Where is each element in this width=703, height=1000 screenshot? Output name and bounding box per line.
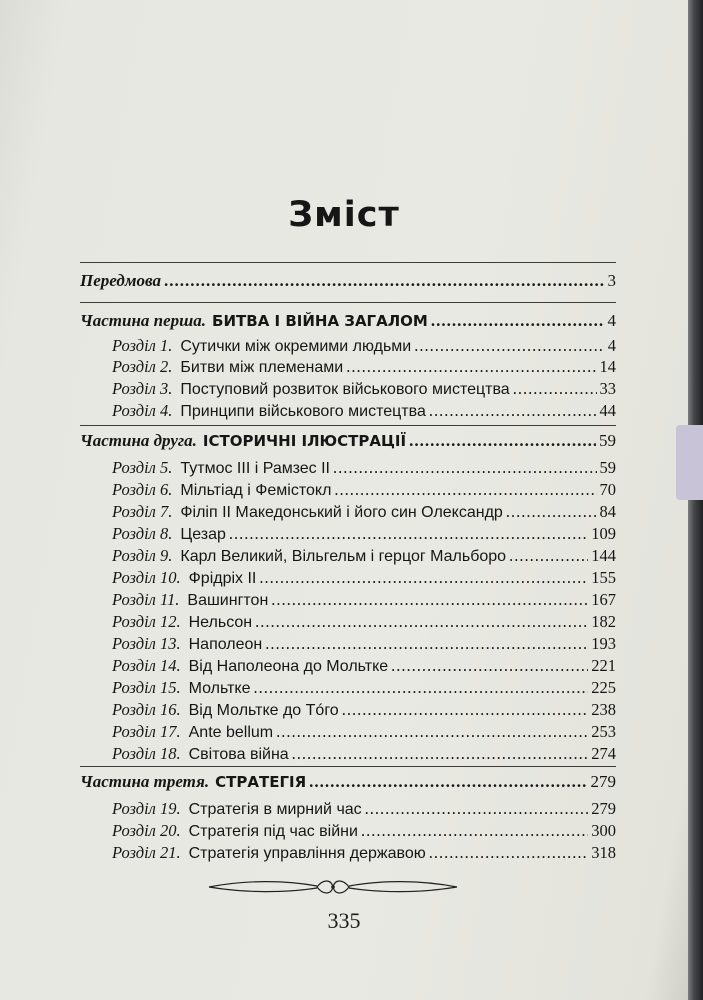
part-label: Частина перша. xyxy=(80,311,207,330)
ornament-divider-icon xyxy=(205,876,461,898)
leader-dots xyxy=(334,480,596,500)
chapter-label: Розділ 13. xyxy=(112,634,181,653)
chapter-label: Розділ 5. xyxy=(112,458,173,477)
chapter-caption: Від Мольтке до Тóго xyxy=(188,702,339,719)
page-ref: 14 xyxy=(599,357,616,376)
part-caption: БИТВА І ВІЙНА ЗАГАЛОМ xyxy=(212,312,428,330)
toc-chapter xyxy=(112,546,616,566)
toc-chapter xyxy=(112,590,616,610)
chapter-label: Розділ 10. xyxy=(112,568,181,587)
chapter-label: Розділ 9. xyxy=(112,546,173,565)
chapter-caption: Фрідріх II xyxy=(188,570,257,587)
page-ref: 144 xyxy=(591,546,616,565)
chapter-caption: Наполеон xyxy=(188,636,263,653)
leader-dots xyxy=(229,524,588,544)
chapter-caption: Цезар xyxy=(180,526,226,543)
toc-chapter xyxy=(112,656,616,676)
divider xyxy=(80,302,616,303)
chapter-caption: Світова війна xyxy=(188,746,289,763)
chapter-label: Розділ 8. xyxy=(112,524,173,543)
page-ref: 3 xyxy=(607,271,616,290)
page-ref: 4 xyxy=(607,336,616,355)
part-label: Частина третя. xyxy=(80,772,210,791)
toc-chapter xyxy=(112,634,616,654)
divider xyxy=(80,766,616,767)
leader-dots xyxy=(391,656,588,676)
toc-chapter xyxy=(112,357,616,377)
toc-chapter xyxy=(112,524,616,544)
page-ref: 59 xyxy=(599,458,616,477)
leader-dots xyxy=(346,357,596,377)
chapter-caption: Нельсон xyxy=(188,614,253,631)
chapter-label: Розділ 17. xyxy=(112,722,181,741)
page-ref: 279 xyxy=(591,799,616,818)
leader-dots xyxy=(309,772,587,792)
chapter-caption: Стратегія в мирний час xyxy=(188,801,362,818)
chapter-label: Розділ 18. xyxy=(112,744,181,763)
bookmark-tab xyxy=(676,425,703,500)
chapter-label: Розділ 15. xyxy=(112,678,181,697)
toc-part xyxy=(80,772,616,792)
chapter-caption: Мольтке xyxy=(188,680,251,697)
toc-chapter xyxy=(112,336,616,356)
chapter-label: Розділ 19. xyxy=(112,799,181,818)
chapter-label: Розділ 1. xyxy=(112,336,173,355)
page-ref: 300 xyxy=(591,821,616,840)
page-ref: 84 xyxy=(599,502,616,521)
toc-chapter xyxy=(112,502,616,522)
chapter-label: Розділ 14. xyxy=(112,656,181,675)
page-ref: 279 xyxy=(590,772,616,791)
part-caption: СТРАТЕГІЯ xyxy=(215,773,307,791)
chapter-label: Розділ 20. xyxy=(112,821,181,840)
chapter-label: Розділ 6. xyxy=(112,480,173,499)
chapter-caption: Філіп II Македонський і його син Олександр xyxy=(180,504,503,521)
page-ref: 193 xyxy=(591,634,616,653)
chapter-label: Розділ 4. xyxy=(112,401,173,420)
page-number: 335 xyxy=(327,908,361,933)
chapter-label: Розділ 11. xyxy=(112,590,180,609)
chapter-caption: Стратегія під час війни xyxy=(188,823,358,840)
chapter-caption: Вашингтон xyxy=(187,592,269,609)
chapter-caption: Поступовий розвиток військового мистецтва xyxy=(180,381,510,398)
toc-chapter xyxy=(112,799,616,819)
chapter-label: Розділ 12. xyxy=(112,612,181,631)
chapter-caption: Принципи військового мистецтва xyxy=(180,403,426,420)
leader-dots xyxy=(429,401,597,421)
chapter-caption: Ante bellum xyxy=(188,724,274,741)
leader-dots xyxy=(431,311,605,331)
leader-dots xyxy=(276,722,588,742)
page-ref: 318 xyxy=(591,843,616,862)
page-ref: 44 xyxy=(599,401,616,420)
leader-dots xyxy=(259,568,588,588)
page-ref: 274 xyxy=(591,744,616,763)
leader-dots xyxy=(414,336,605,356)
page-ref: 167 xyxy=(591,590,616,609)
leader-dots xyxy=(164,271,605,291)
toc-chapter xyxy=(112,700,616,720)
page-ref: 221 xyxy=(591,656,616,675)
page-ref: 70 xyxy=(599,480,616,499)
chapter-label: Розділ 7. xyxy=(112,502,173,521)
toc-chapter xyxy=(112,821,616,841)
toc-chapter xyxy=(112,568,616,588)
page-ref: 59 xyxy=(599,431,616,450)
toc-chapter xyxy=(112,401,616,421)
chapter-label: Розділ 3. xyxy=(112,379,173,398)
page-ref: 109 xyxy=(591,524,616,543)
preface-label: Передмова xyxy=(80,271,161,290)
leader-dots xyxy=(333,458,597,478)
chapter-caption: Тутмос III і Рамзес II xyxy=(180,460,330,477)
chapter-label: Розділ 2. xyxy=(112,357,173,376)
page-ref: 33 xyxy=(599,379,616,398)
chapter-caption: Від Наполеона до Мольтке xyxy=(188,658,389,675)
chapter-caption: Стратегія управління державою xyxy=(188,845,426,862)
leader-dots xyxy=(265,634,588,654)
chapter-caption: Битви між племенами xyxy=(180,359,344,376)
toc-chapter xyxy=(112,678,616,698)
toc-chapter xyxy=(112,458,616,478)
divider xyxy=(80,262,616,263)
toc-chapter xyxy=(112,843,616,863)
toc-chapter xyxy=(112,744,616,764)
toc-part xyxy=(80,431,616,451)
leader-dots xyxy=(361,821,588,841)
leader-dots xyxy=(509,546,588,566)
leader-dots xyxy=(292,744,589,764)
chapter-caption: Мільтіад і Феміcтокл xyxy=(180,482,332,499)
page-title: Зміст xyxy=(288,195,400,235)
leader-dots xyxy=(506,502,597,522)
leader-dots xyxy=(365,799,589,819)
chapter-caption: Карл Великий, Вільгельм і герцог Мальборо xyxy=(180,548,507,565)
page-ref: 155 xyxy=(591,568,616,587)
part-caption: ІСТОРИЧНІ ІЛЮСТРАЦІЇ xyxy=(202,432,407,450)
chapter-label: Розділ 16. xyxy=(112,700,181,719)
leader-dots xyxy=(513,379,597,399)
leader-dots xyxy=(342,700,589,720)
toc-chapter xyxy=(112,480,616,500)
part-label: Частина друга. xyxy=(80,431,197,450)
leader-dots xyxy=(429,843,589,863)
page-ref: 238 xyxy=(591,700,616,719)
page-ref: 253 xyxy=(591,722,616,741)
page-ref: 4 xyxy=(607,311,616,330)
toc-part xyxy=(80,311,616,331)
leader-dots xyxy=(254,678,589,698)
leader-dots xyxy=(271,590,588,610)
toc-chapter xyxy=(112,379,616,399)
leader-dots xyxy=(255,612,588,632)
toc-chapter xyxy=(112,612,616,632)
book-edge xyxy=(688,0,703,1000)
divider xyxy=(80,425,616,426)
leader-dots xyxy=(409,431,596,451)
chapter-caption: Сутички між окремими людьми xyxy=(180,338,412,355)
page-ref: 225 xyxy=(591,678,616,697)
chapter-label: Розділ 21. xyxy=(112,843,181,862)
toc-chapter xyxy=(112,722,616,742)
toc-preface xyxy=(80,271,616,291)
page-ref: 182 xyxy=(591,612,616,631)
